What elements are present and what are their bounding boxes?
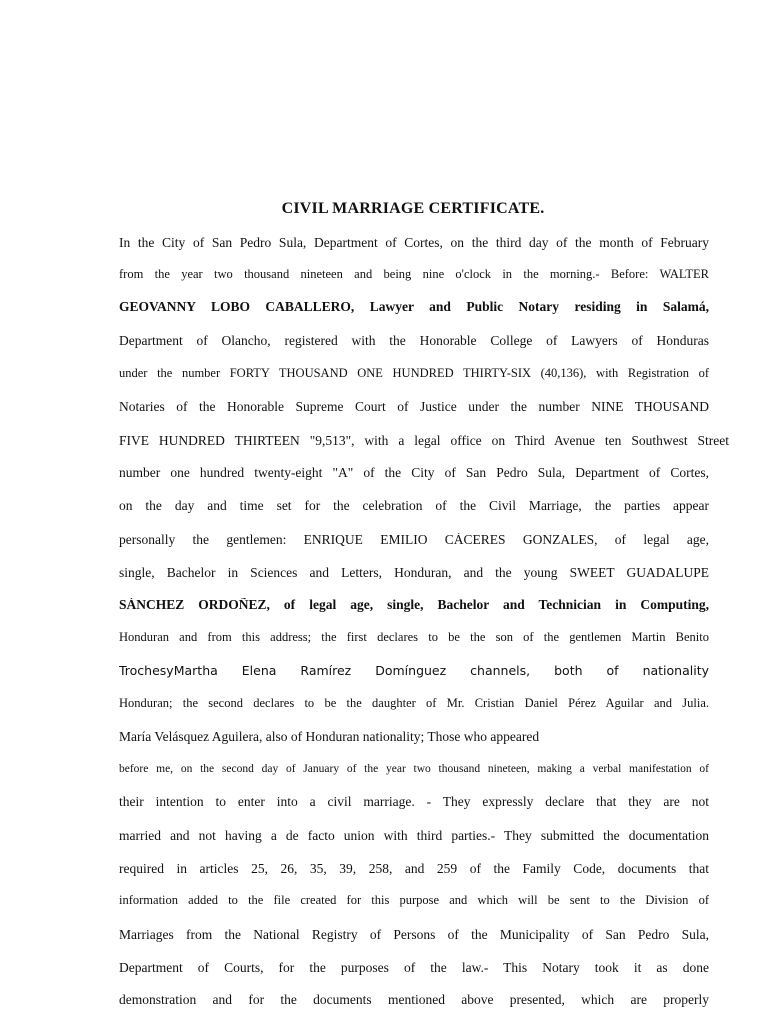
text-line-3: GEOVANNY LOBO CABALLERO, Lawyer and Public Notary residing in Salamá, (119, 300, 709, 314)
text-line-4: Department of Olancho, registered with the Honorable College of Lawyers of Honduras (119, 334, 709, 348)
text-line-15: Honduran; the second declares to be the daughter of Mr. Cristian Daniel Pérez Aguilar and Julia. (119, 697, 709, 710)
document-title: CIVIL MARRIAGE CERTIFICATE. (281, 200, 545, 217)
text-line-12: SÁNCHEZ ORDOÑEZ, of legal age, single, Bachelor and Technician in Computing, (119, 598, 709, 612)
text-line-7: FIVE HUNDRED THIRTEEN "9,513", with a legal office on Third Avenue ten Southwest Street (119, 434, 729, 448)
text-line-13: Honduran and from this address; the first declares to be the son of the gentlemen Martin Benito (119, 631, 709, 644)
text-line-16: María Velásquez Aguilera, also of Honduran nationality; Those who appeared (119, 730, 540, 744)
text-line-9: on the day and time set for the celebration of the Civil Marriage, the parties appear (119, 499, 709, 513)
text-line-19: married and not having a de facto union with third parties.- They submitted the documentation (119, 829, 709, 843)
text-line-21: information added to the file created for this purpose and which will be sent to the Division of (119, 894, 709, 907)
text-line-5: under the number FORTY THOUSAND ONE HUNDRED THIRTY-SIX (40,136), with Registration of (119, 367, 709, 380)
text-line-6: Notaries of the Honorable Supreme Court of Justice under the number NINE THOUSAND (119, 400, 709, 414)
text-line-17: before me, on the second day of January of the year two thousand nineteen, making a verbal manifestation of (119, 763, 709, 775)
text-line-1: In the City of San Pedro Sula, Department of Cortes, on the third day of the month of February (119, 236, 709, 250)
text-line-8: number one hundred twenty-eight "A" of the City of San Pedro Sula, Department of Cortes, (119, 466, 709, 480)
text-line-23: Department of Courts, for the purposes of the law.- This Notary took it as done (119, 961, 709, 975)
text-line-20: required in articles 25, 26, 35, 39, 258, and 259 of the Family Code, documents that (119, 862, 709, 876)
text-line-11: single, Bachelor in Sciences and Letters, Honduran, and the young SWEET GUADALUPE (119, 566, 709, 580)
text-line-18: their intention to enter into a civil marriage. - They expressly declare that they are not (119, 795, 709, 809)
text-line-22: Marriages from the National Registry of Persons of the Municipality of San Pedro Sula, (119, 928, 709, 942)
text-line-24: demonstration and for the documents mentioned above presented, which are properly (119, 993, 709, 1007)
text-line-10: personally the gentlemen: ENRIQUE EMILIO CÁCERES GONZALES, of legal age, (119, 533, 709, 547)
text-line-2: from the year two thousand nineteen and being nine o'clock in the morning.- Before: WALTER (119, 268, 709, 281)
text-line-14: TrochesyMartha Elena Ramírez Domínguez channels, both of nationality (119, 664, 709, 678)
